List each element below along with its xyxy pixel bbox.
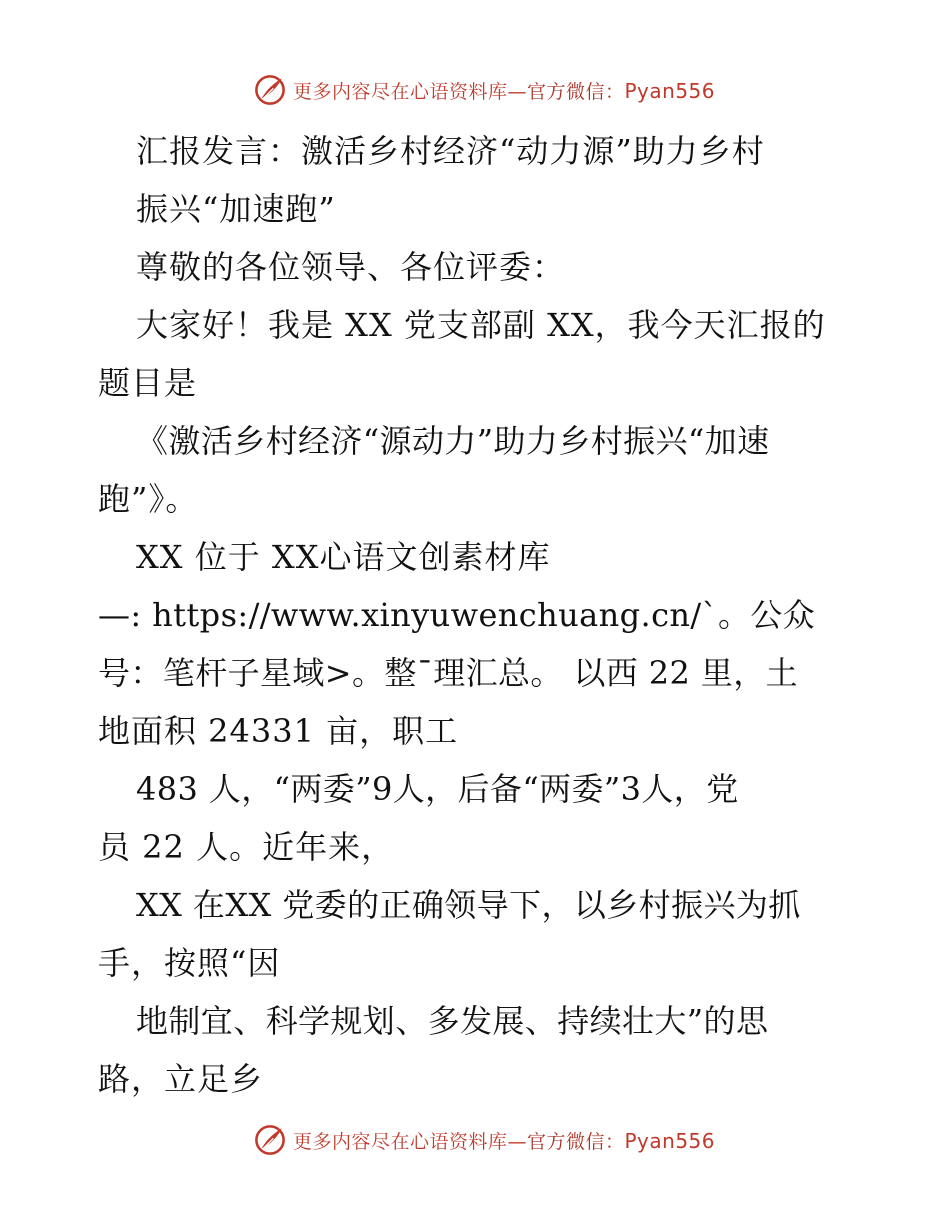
- banner-main-text: 更多内容尽在心语资料库: [292, 1130, 508, 1153]
- text-line: 振兴“加速跑”: [136, 190, 336, 228]
- banner-main-text: 更多内容尽在心语资料库: [292, 80, 508, 103]
- banner-dash: —: [507, 1130, 527, 1153]
- text-line: 尊敬的各位领导、各位评委：: [136, 248, 566, 286]
- text-line: 483 人，“两委”9人，后备“两委”3人，党: [136, 770, 739, 808]
- text-line: 手，按照“因: [98, 944, 281, 982]
- text-line: XX 在XX 党委的正确领导下，以乡村振兴为抓: [136, 886, 801, 924]
- text-line: 地面积 24331 亩，职工: [98, 712, 459, 750]
- quill-logo-icon: [253, 73, 287, 107]
- text-line: 题目是: [98, 364, 198, 402]
- banner-sub-text: 官方微信：: [526, 1130, 625, 1153]
- banner-wechat-id: Pyan556: [624, 1128, 716, 1153]
- text-line: 路，立足乡: [98, 1060, 264, 1098]
- quill-logo-icon: [253, 1123, 287, 1157]
- banner-wechat-id: Pyan556: [624, 78, 716, 103]
- text-line: 汇报发言：激活乡村经济“动力源”助力乡村: [136, 132, 765, 170]
- banner-sub-text: 官方微信：: [526, 80, 625, 103]
- text-line: 员 22 人。近年来，: [98, 828, 395, 866]
- text-line: 《激活乡村经济“源动力”助力乡村振兴“加速: [136, 422, 770, 460]
- text-line: XX 位于 XX心语文创素材库: [136, 538, 551, 576]
- footer-watermark-banner: [0, 1120, 950, 1160]
- text-line: —: https://www.xinyuwenchuang.cn/`。公众: [98, 596, 816, 634]
- text-line: 大家好！我是 XX 党支部副 XX，我今天汇报的: [136, 306, 826, 344]
- banner-dash: —: [507, 80, 527, 103]
- text-line: 跑”》。: [98, 480, 199, 518]
- document-body: [98, 122, 868, 1108]
- text-line: 地制宜、科学规划、多发展、持续壮大”的思: [136, 1002, 769, 1040]
- text-line: 号：笔杆子星域>。整¯理汇总。 以西 22 里，土: [98, 654, 799, 692]
- header-watermark-banner: [0, 70, 950, 110]
